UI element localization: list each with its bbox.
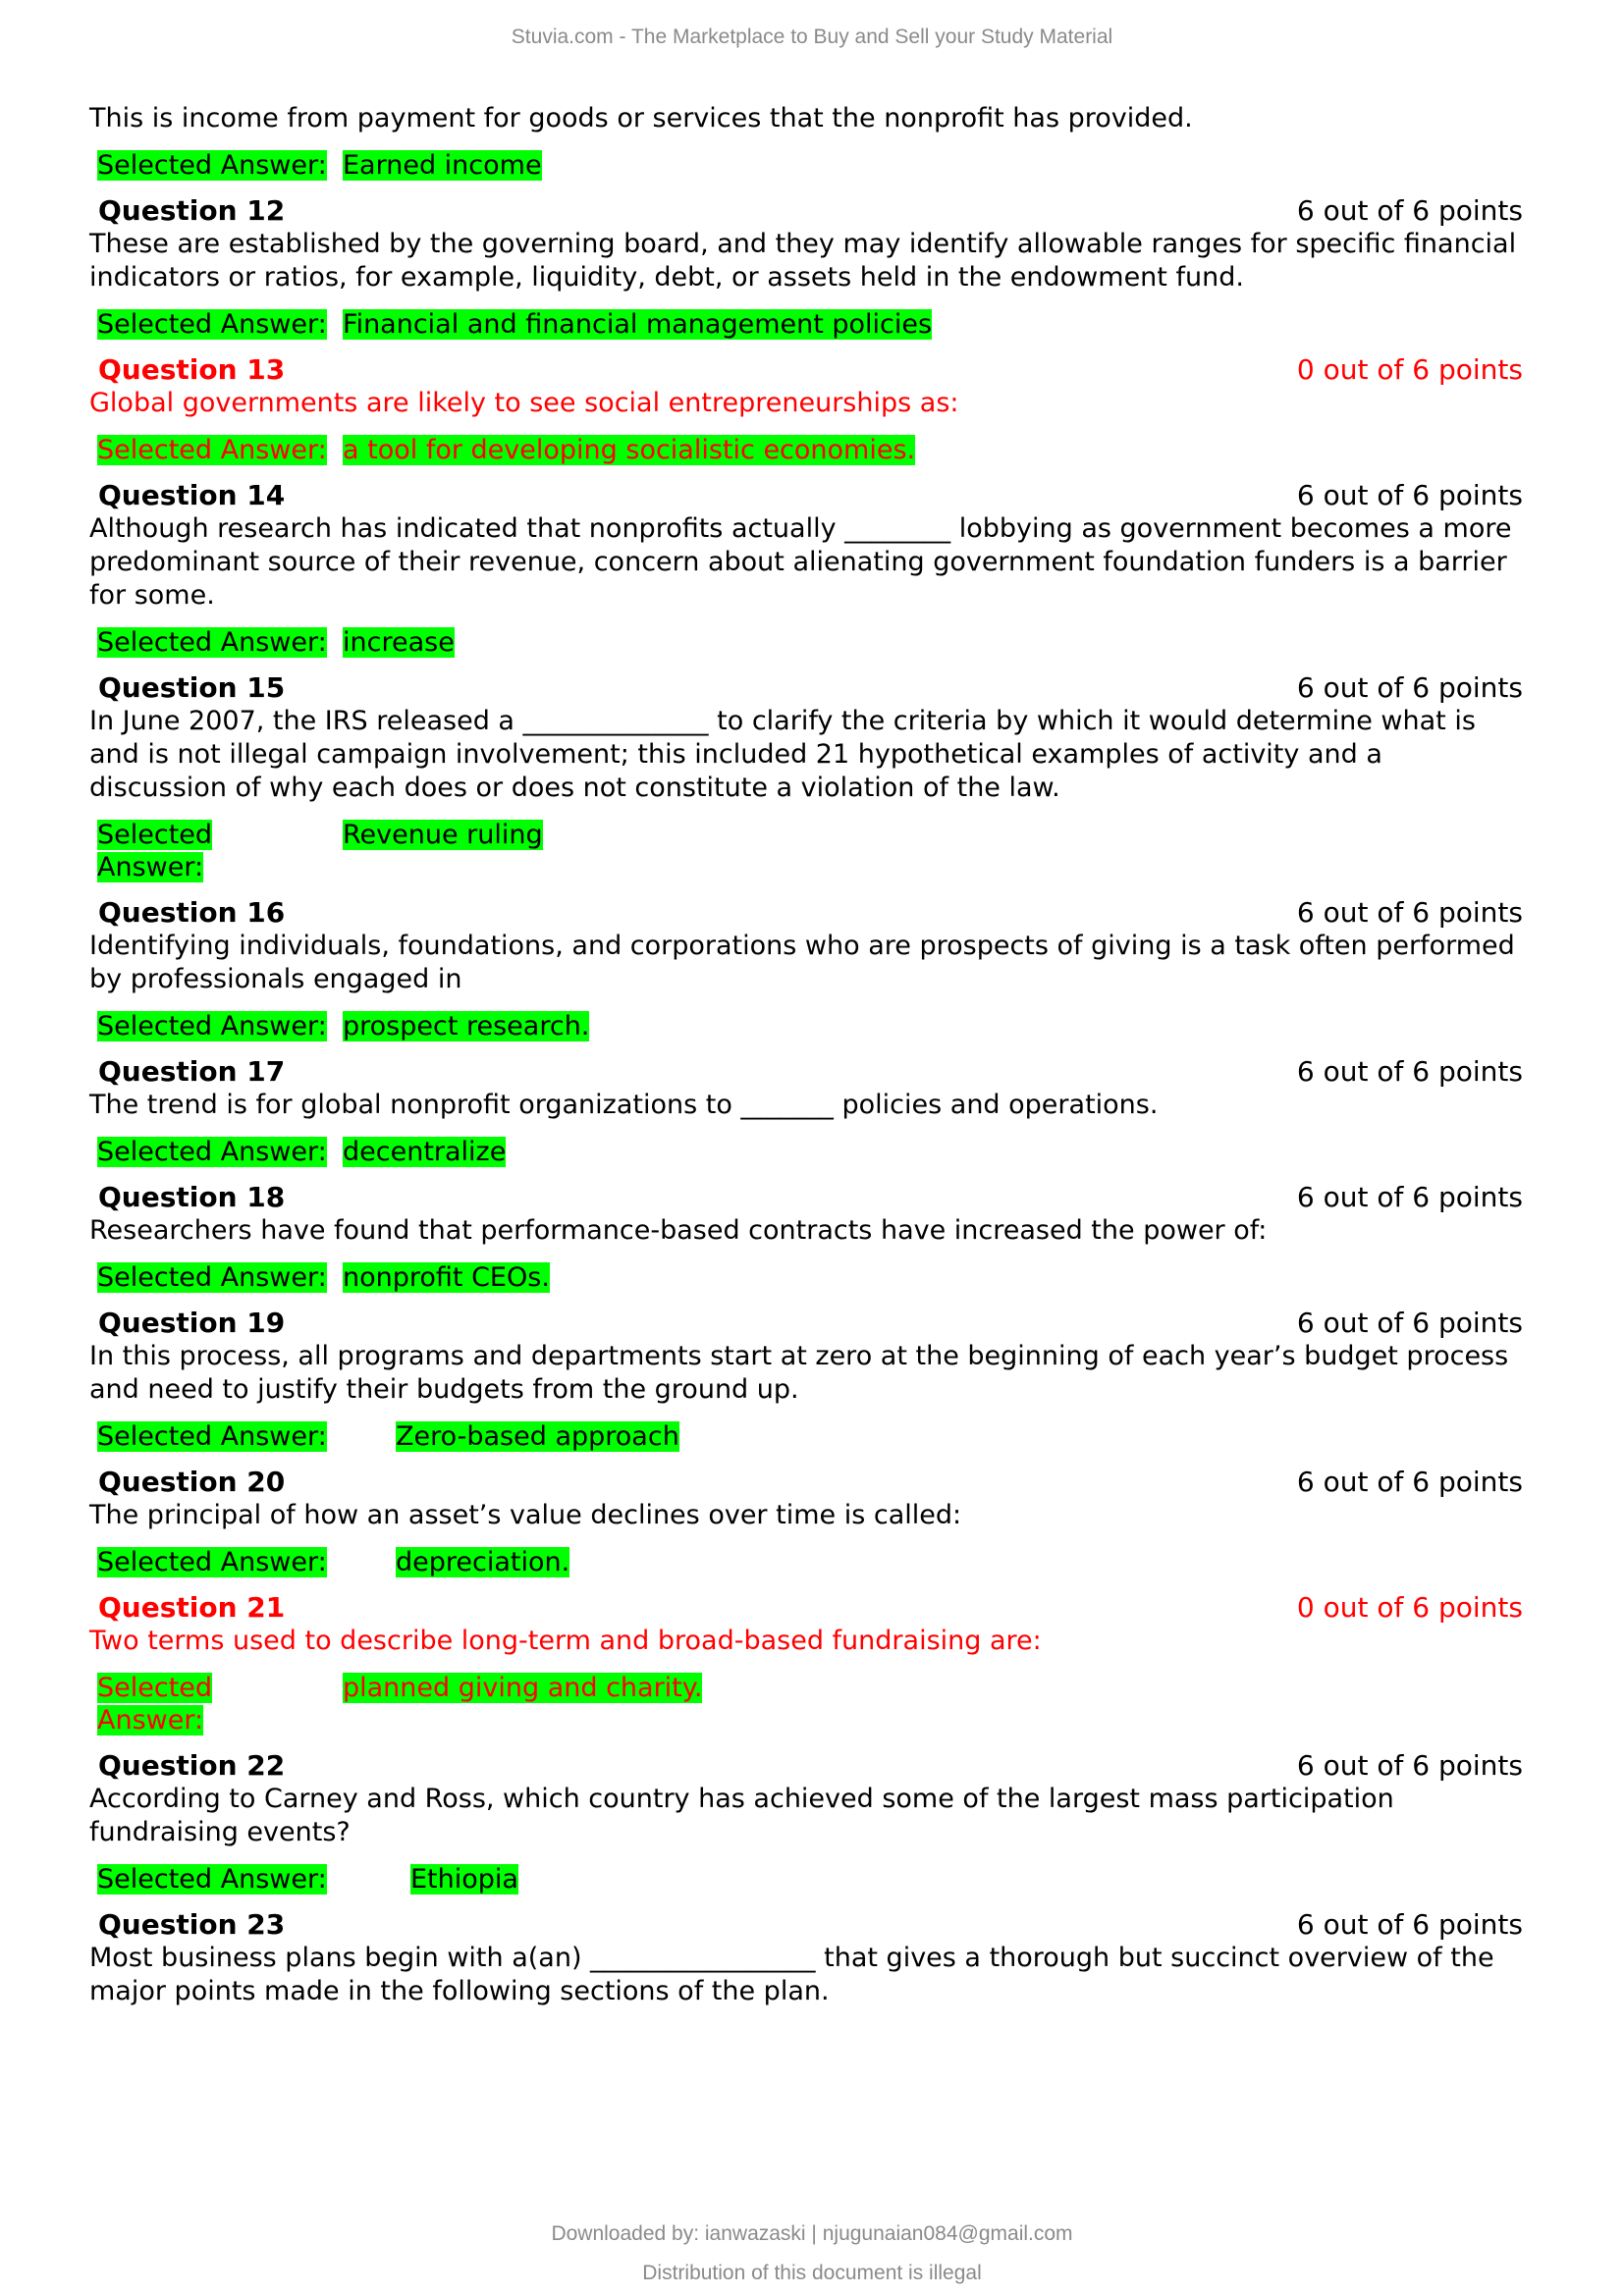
question-text: Most business plans begin with a(an) _________________ that gives a thorough but succinct overview of the major points made in the following sections of the plan.: [89, 1943, 1494, 2006]
page-header: Stuvia.com - The Marketplace to Buy and Sell your Study Material: [511, 26, 1113, 48]
answer-label: Selected Answer:: [97, 1547, 327, 1577]
question-22: [89, 1749, 1523, 1896]
question-points: 6 out of 6 points: [1296, 896, 1523, 929]
answer-label: Selected Answer:: [97, 1262, 327, 1293]
answer-row: [89, 1863, 1523, 1896]
question-text: In this process, all programs and departments start at zero at the beginning of each year’s budget process and need to justify their budgets from the ground up.: [89, 1341, 1509, 1405]
question-23: [89, 1908, 1523, 2008]
question-18: [89, 1181, 1523, 1294]
quiz-content: [89, 102, 1523, 2008]
answer-row: [89, 308, 1523, 341]
answer-value: increase: [343, 627, 455, 658]
question-points: 6 out of 6 points: [1296, 1466, 1523, 1498]
answer-row: [89, 626, 1523, 659]
answer-label: Selected Answer:: [97, 150, 327, 181]
question-points: 6 out of 6 points: [1296, 1908, 1523, 1941]
answer-value: planned giving and charity.: [343, 1673, 703, 1703]
question-text: Global governments are likely to see social entrepreneurships as:: [89, 388, 959, 418]
answer-label: Selected Answer:: [97, 309, 327, 340]
answer-value: Zero-based approach: [396, 1421, 679, 1452]
answer-label: Selected Answer:: [97, 1421, 327, 1452]
answer-value: Ethiopia: [410, 1864, 518, 1895]
answer-value: nonprofit CEOs.: [343, 1262, 550, 1293]
question-text: Identifying individuals, foundations, and corporations who are prospects of giving is a task often performed by professionals engaged in: [89, 931, 1515, 994]
question-title: Question 17: [98, 1055, 286, 1088]
answer-value: Revenue ruling: [343, 820, 543, 850]
question-text: Although research has indicated that nonprofits actually ________ lobbying as government becomes a more predominant source of their revenue, concern about alienating government foundation funders is a barrier for some.: [89, 513, 1512, 611]
question-points: 6 out of 6 points: [1296, 1749, 1523, 1782]
answer-label: Selected Answer:: [97, 1673, 213, 1735]
question-points: 0 out of 6 points: [1296, 1591, 1523, 1624]
question-11-answer-row: [89, 149, 1523, 182]
question-points: 6 out of 6 points: [1296, 1181, 1523, 1213]
question-text: Researchers have found that performance-based contracts have increased the power of:: [89, 1215, 1268, 1246]
answer-row: [89, 1136, 1523, 1168]
answer-label: Selected Answer:: [97, 627, 327, 658]
answer-value: a tool for developing socialistic economies.: [343, 435, 916, 465]
question-20: [89, 1466, 1523, 1578]
question-text: In June 2007, the IRS released a ______________ to clarify the criteria by which it would determine what is and is not illegal campaign involvement; this included 21 hypothetical examples of activity and a discussion of why each does or does not constitute a violation of the law.: [89, 706, 1476, 803]
answer-row: [89, 819, 1523, 883]
question-title: Question 23: [98, 1908, 286, 1941]
question-text: Two terms used to describe long-term and broad-based fundraising are:: [89, 1626, 1042, 1656]
answer-value: Financial and financial management policies: [343, 309, 933, 340]
answer-label: Selected Answer:: [97, 820, 213, 882]
answer-value: decentralize: [343, 1137, 507, 1167]
question-11-text: This is income from payment for goods or services that the nonprofit has provided.: [89, 103, 1193, 133]
question-points: 6 out of 6 points: [1296, 1055, 1523, 1088]
footer-distribution: Distribution of this document is illegal: [642, 2262, 982, 2284]
question-points: 6 out of 6 points: [1296, 479, 1523, 511]
question-title: Question 15: [98, 671, 286, 704]
question-title: Question 13: [98, 353, 286, 386]
answer-row: [89, 434, 1523, 466]
question-title: Question 14: [98, 479, 286, 511]
answer-value: prospect research.: [343, 1011, 590, 1041]
question-text: The principal of how an asset’s value declines over time is called:: [89, 1500, 962, 1530]
answer-row: [89, 1261, 1523, 1294]
answer-row: [89, 1010, 1523, 1042]
question-21: [89, 1591, 1523, 1736]
answer-row: [89, 1672, 1523, 1736]
answer-label: Selected Answer:: [97, 1137, 327, 1167]
question-19: [89, 1307, 1523, 1453]
question-points: 6 out of 6 points: [1296, 194, 1523, 227]
answer-label: Selected Answer:: [97, 1864, 327, 1895]
question-title: Question 12: [98, 194, 286, 227]
question-text: These are established by the governing board, and they may identify allowable ranges for specific financial indicators or ratios, for example, liquidity, debt, or assets held in the endowment fund.: [89, 229, 1517, 293]
question-points: 0 out of 6 points: [1296, 353, 1523, 386]
question-text: According to Carney and Ross, which country has achieved some of the largest mass participation fundraising events?: [89, 1784, 1394, 1847]
answer-value: depreciation.: [396, 1547, 570, 1577]
question-title: Question 20: [98, 1466, 286, 1498]
question-title: Question 16: [98, 896, 286, 929]
question-title: Question 18: [98, 1181, 286, 1213]
question-points: 6 out of 6 points: [1296, 1307, 1523, 1339]
answer-label: Selected Answer:: [97, 435, 327, 465]
footer-downloaded: Downloaded by: ianwazaski | njugunaian084@gmail.com: [551, 2222, 1073, 2245]
question-13: [89, 353, 1523, 466]
answer-value: Earned income: [343, 150, 542, 181]
question-15: [89, 671, 1523, 883]
answer-label: Selected Answer:: [97, 1011, 327, 1041]
question-points: 6 out of 6 points: [1296, 671, 1523, 704]
answer-row: [89, 1546, 1523, 1578]
question-17: [89, 1055, 1523, 1168]
question-text: The trend is for global nonprofit organizations to _______ policies and operations.: [89, 1090, 1159, 1120]
question-title: Question 22: [98, 1749, 286, 1782]
question-14: [89, 479, 1523, 659]
question-title: Question 19: [98, 1307, 286, 1339]
question-16: [89, 896, 1523, 1042]
answer-row: [89, 1420, 1523, 1453]
question-12: [89, 194, 1523, 341]
question-title: Question 21: [98, 1591, 286, 1624]
